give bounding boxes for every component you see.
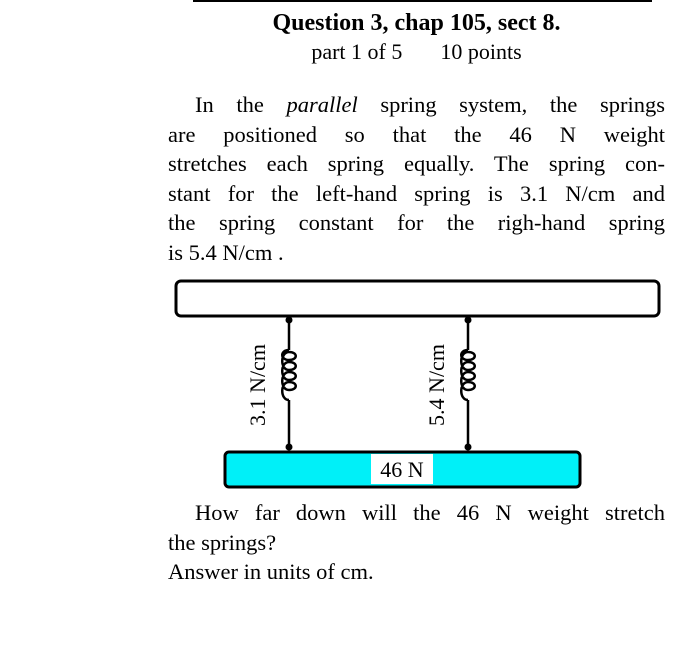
right-top-joint: [465, 317, 472, 324]
question-line-1: How far down will the 46 N weight stretch: [195, 500, 665, 525]
problem-line-6: is 5.4 N/cm .: [168, 239, 284, 265]
question-title: Question 3, chap 105, sect 8.: [272, 10, 561, 36]
left-bottom-joint: [286, 444, 293, 451]
left-spring-label: 3.1 N/cm: [245, 344, 270, 426]
emphasis-parallel: parallel: [286, 92, 358, 117]
problem-line-2: are positioned so that the 46 N weight: [168, 121, 665, 147]
part-label: part 1 of 5: [311, 39, 403, 64]
left-spring: [282, 317, 296, 451]
right-bottom-joint: [465, 444, 472, 451]
right-spring: [461, 317, 475, 451]
problem-line-3: stretches each spring equally. The spring con-: [168, 151, 665, 177]
left-top-joint: [286, 317, 293, 324]
question-text: [168, 498, 665, 587]
answer-units-line: Answer in units of cm.: [168, 559, 374, 585]
points-label: 10 points: [440, 39, 522, 64]
right-spring-label: 5.4 N/cm: [424, 344, 449, 426]
question-line-2: the springs?: [168, 529, 277, 555]
problem-line-1: In the parallel spring system, the springs: [195, 92, 665, 117]
weight-label: 46 N: [380, 457, 424, 482]
problem-line-4: stant for the left-hand spring is 3.1 N/cm and: [168, 180, 665, 206]
problem-line-5: the spring constant for the righ-hand spring: [168, 210, 665, 236]
ceiling-bar: [176, 281, 659, 316]
